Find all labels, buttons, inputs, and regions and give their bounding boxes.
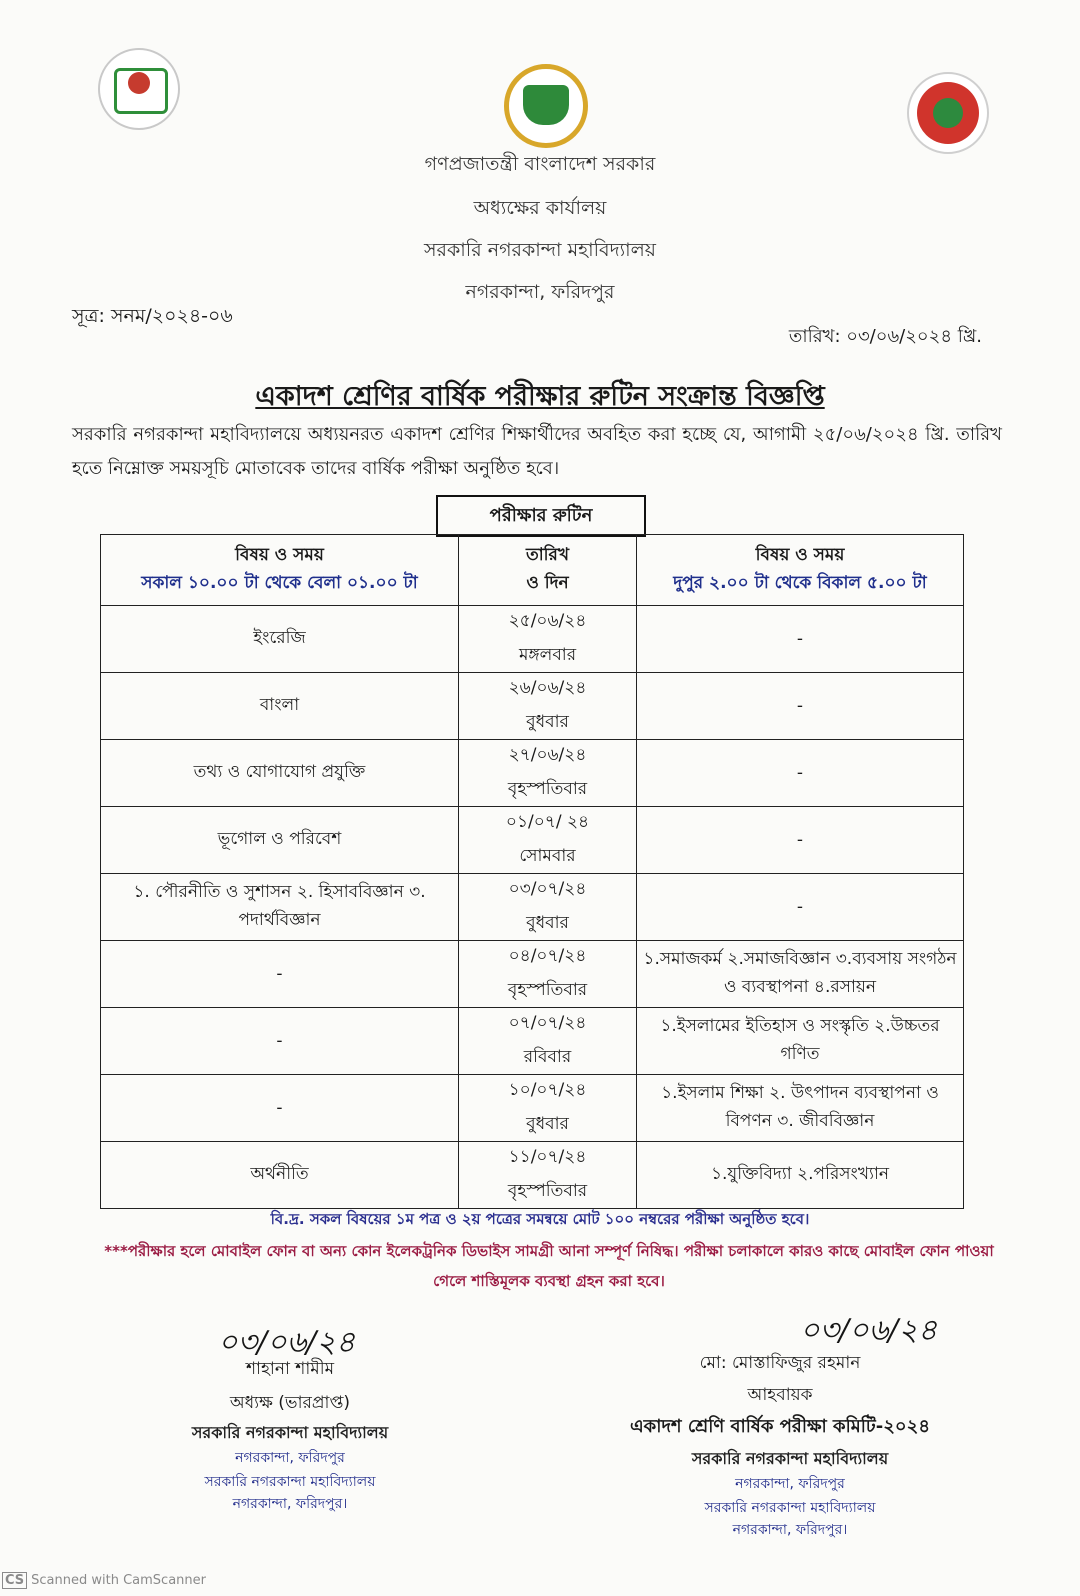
table-row bbox=[101, 807, 964, 874]
exam-day: বৃহস্পতিবার bbox=[507, 980, 588, 1000]
header-line3: সরকারি নগরকান্দা মহাবিদ্যালয় bbox=[424, 239, 656, 261]
morning-subject-cell: - bbox=[101, 941, 459, 1008]
date-day-cell bbox=[459, 1075, 637, 1142]
exam-day: মঙ্গলবার bbox=[518, 645, 577, 665]
morning-subject-cell: ভূগোল ও পরিবেশ bbox=[101, 807, 459, 874]
morning-subject-cell: ১. পৌরনীতি ও সুশাসন ২. হিসাববিজ্ঞান ৩. পদার্থবিজ্ঞান bbox=[101, 874, 459, 941]
exam-date: ০৪/০৭/২৪ bbox=[508, 946, 587, 966]
exam-date: ১০/০৭/২৪ bbox=[508, 1080, 587, 1100]
afternoon-subject-cell: ১.যুক্তিবিদ্যা ২.পরিসংখ্যান bbox=[637, 1142, 964, 1209]
header-date bbox=[459, 535, 637, 606]
exam-day: সোমবার bbox=[519, 846, 576, 866]
header-line4: নগরকান্দা, ফরিদপুর bbox=[465, 281, 615, 303]
afternoon-subject-cell: - bbox=[637, 874, 964, 941]
date-day-cell bbox=[459, 673, 637, 740]
afternoon-subject-cell: - bbox=[637, 807, 964, 874]
camscanner-logo-icon: CS bbox=[2, 1572, 27, 1589]
header-date-title: তারিখ bbox=[525, 545, 570, 565]
afternoon-subject-cell: ১.ইসলাম শিক্ষা ২. উৎপাদন ব্যবস্থাপনা ও বিপণন ৩. জীববিজ্ঞান bbox=[637, 1075, 964, 1142]
notice-date: তারিখ: ০৩/০৬/২০২৪ খ্রি. bbox=[788, 326, 982, 347]
exam-date: ২৬/০৬/২৪ bbox=[508, 678, 587, 698]
camscanner-watermark bbox=[2, 1572, 206, 1589]
exam-day: বুধবার bbox=[526, 913, 569, 933]
header-line2: অধ্যক্ষের কার্যালয় bbox=[473, 197, 607, 219]
afternoon-subject-cell: ১.সমাজকর্ম ২.সমাজবিজ্ঞান ৩.ব্যবসায় সংগঠন ও ব্যবস্থাপনা ৪.রসায়ন bbox=[637, 941, 964, 1008]
exam-day: রবিবার bbox=[523, 1047, 572, 1067]
afternoon-subject-cell: - bbox=[637, 606, 964, 673]
mobile-warning: ***পরীক্ষার হলে মোবাইল ফোন বা অন্য কোন ইলেকট্রনিক ডিভাইস সামগ্রী আনা সম্পূর্ণ নিষিদ্ধ। পরীক্ষা চলাকালে কারও কাছে মোবাইল ফোন পাওয়া গেলে শাস্তিমূলক ব্যবস্থা গ্রহন করা হবে। bbox=[104, 1242, 994, 1290]
header-morning bbox=[101, 535, 459, 606]
right-stamp-line3: সরকারি নগরকান্দা মহাবিদ্যালয় bbox=[704, 1500, 876, 1516]
camscanner-text: Scanned with CamScanner bbox=[31, 1573, 206, 1588]
morning-subject-cell: তথ্য ও যোগাযোগ প্রযুক্তি bbox=[101, 740, 459, 807]
government-emblem-logo bbox=[504, 64, 588, 148]
exam-date: ১১/০৭/২৪ bbox=[508, 1147, 587, 1167]
right-signer-role: আহবায়ক bbox=[747, 1385, 813, 1405]
exam-date: ২৫/০৬/২৪ bbox=[508, 611, 587, 631]
right-stamp-line2: নগরকান্দা, ফরিদপুর bbox=[735, 1476, 845, 1492]
morning-subject-cell: বাংলা bbox=[101, 673, 459, 740]
notice-intro: সরকারি নগরকান্দা মহাবিদ্যালয়ে অধ্যয়নরত একাদশ শ্রেণির শিক্ষার্থীদের অবহিত করা হচ্ছে যে, আগামী ২৫/০৬/২০২৪ খ্রি. তারিখ হতে নিম্নোক্ত সময়সূচি মোতাবেক তাদের বার্ষিক পরীক্ষা অনুষ্ঠিত হবে। bbox=[72, 424, 1002, 479]
header-afternoon-title: বিষয় ও সময় bbox=[755, 545, 845, 565]
bangladesh-seal-logo bbox=[907, 72, 989, 154]
table-row bbox=[101, 1075, 964, 1142]
morning-subject-cell: অর্থনীতি bbox=[101, 1142, 459, 1209]
exam-day: বুধবার bbox=[526, 712, 569, 732]
left-stamp-line1: সরকারি নগরকান্দা মহাবিদ্যালয় bbox=[191, 1423, 389, 1442]
left-stamp-line3: সরকারি নগরকান্দা মহাবিদ্যালয় bbox=[204, 1474, 376, 1490]
table-row bbox=[101, 1142, 964, 1209]
header-morning-time: সকাল ১০.০০ টা থেকে বেলা ০১.০০ টা bbox=[141, 573, 418, 593]
exam-routine-table bbox=[100, 534, 964, 1209]
table-row bbox=[101, 941, 964, 1008]
table-row bbox=[101, 606, 964, 673]
date-day-cell bbox=[459, 740, 637, 807]
right-signature: ০৩/০৬/২৪ bbox=[800, 1313, 938, 1348]
footnote: বি.দ্র. সকল বিষয়ের ১ম পত্র ও ২য় পত্রের সমন্বয়ে মোট ১০০ নম্বরের পরীক্ষা অনুষ্ঠিত হবে। bbox=[270, 1210, 810, 1228]
header-morning-title: বিষয় ও সময় bbox=[235, 545, 324, 565]
morning-subject-cell: - bbox=[101, 1075, 459, 1142]
afternoon-subject-cell: - bbox=[637, 740, 964, 807]
table-row bbox=[101, 673, 964, 740]
date-day-cell bbox=[459, 874, 637, 941]
header-line1: গণপ্রজাতন্ত্রী বাংলাদেশ সরকার bbox=[424, 153, 656, 175]
table-row bbox=[101, 740, 964, 807]
exam-date: ০৩/০৭/২৪ bbox=[508, 879, 587, 899]
right-signer-name: মো: মোস্তাফিজুর রহমান bbox=[699, 1353, 861, 1373]
exam-day: বুধবার bbox=[526, 1114, 569, 1134]
committee-name: একাদশ শ্রেণি বার্ষিক পরীক্ষা কমিটি-২০২৪ bbox=[629, 1416, 931, 1437]
table-header-row bbox=[101, 535, 964, 606]
date-day-cell bbox=[459, 941, 637, 1008]
date-day-cell bbox=[459, 1142, 637, 1209]
date-day-cell bbox=[459, 1008, 637, 1075]
morning-subject-cell: ইংরেজি bbox=[101, 606, 459, 673]
reference-number: সূত্র: সনম/২০২৪-০৬ bbox=[72, 305, 233, 327]
header-afternoon-time: দুপুর ২.০০ টা থেকে বিকাল ৫.০০ টা bbox=[673, 573, 927, 593]
table-row bbox=[101, 874, 964, 941]
left-signature: ০৩/০৬/২৪ bbox=[218, 1325, 356, 1360]
left-stamp-line2: নগরকান্দা, ফরিদপুর bbox=[235, 1450, 345, 1466]
college-seal-left-logo bbox=[98, 48, 180, 130]
right-stamp-line1: সরকারি নগরকান্দা মহাবিদ্যালয় bbox=[691, 1449, 889, 1468]
header-day-title: ও দিন bbox=[526, 573, 569, 593]
left-signer-name: শাহানা শামীম bbox=[245, 1359, 335, 1379]
date-day-cell bbox=[459, 606, 637, 673]
header-afternoon bbox=[637, 535, 964, 606]
notice-title: একাদশ শ্রেণির বার্ষিক পরীক্ষার রুটিন সংক্রান্ত বিজ্ঞপ্তি bbox=[255, 381, 825, 412]
routine-label: পরীক্ষার রুটিন bbox=[436, 495, 646, 537]
table-row bbox=[101, 1008, 964, 1075]
exam-date: ০৭/০৭/২৪ bbox=[508, 1013, 587, 1033]
date-day-cell bbox=[459, 807, 637, 874]
morning-subject-cell: - bbox=[101, 1008, 459, 1075]
afternoon-subject-cell: ১.ইসলামের ইতিহাস ও সংস্কৃতি ২.উচ্চতর গণিত bbox=[637, 1008, 964, 1075]
right-stamp-line4: নগরকান্দা, ফরিদপুর। bbox=[732, 1522, 848, 1538]
exam-date: ২৭/০৬/২৪ bbox=[508, 745, 587, 765]
exam-date: ০১/০৭/ ২৪ bbox=[505, 812, 590, 832]
afternoon-subject-cell: - bbox=[637, 673, 964, 740]
exam-day: বৃহস্পতিবার bbox=[507, 1181, 588, 1201]
exam-day: বৃহস্পতিবার bbox=[507, 779, 588, 799]
left-signer-role: অধ্যক্ষ (ভারপ্রাপ্ত) bbox=[229, 1393, 351, 1413]
left-stamp-line4: নগরকান্দা, ফরিদপুর। bbox=[232, 1496, 348, 1512]
